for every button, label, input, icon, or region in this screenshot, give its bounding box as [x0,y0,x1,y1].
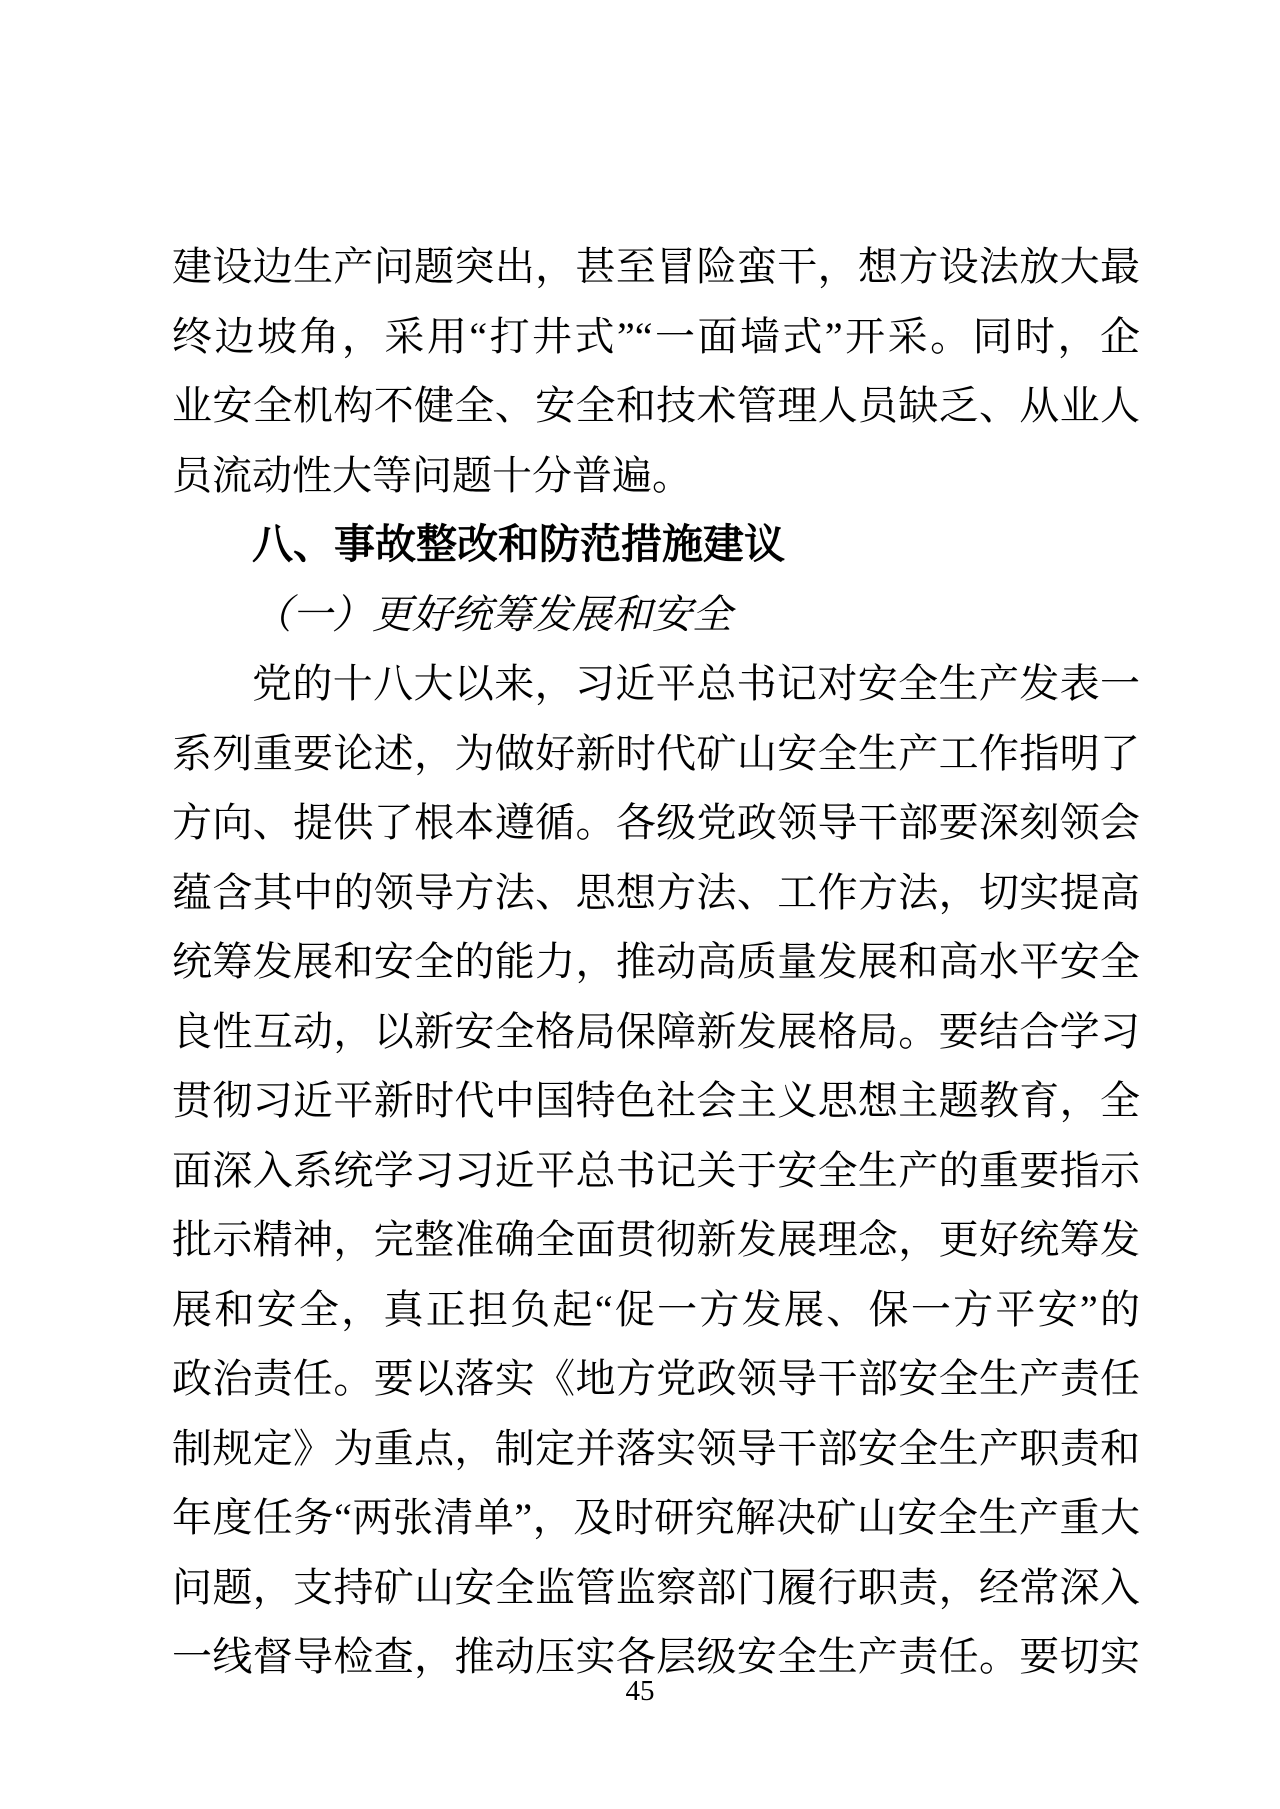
text-line: 展和安全，真正担负起“促一方发展、保一方平安”的 [172,1286,1140,1332]
text-line: 系列重要论述，为做好新时代矿山安全生产工作指明了 [172,730,1140,776]
text-line: 贯彻习近平新时代中国特色社会主义思想主题教育，全 [172,1078,1140,1123]
text-line: 统筹发展和安全的能力，推动高质量发展和高水平安全 [172,939,1140,984]
text-line: 面深入系统学习习近平总书记关于安全生产的重要指示 [172,1147,1140,1193]
text-line: 政治责任。要以落实《地方党政领导干部安全生产责任 [172,1356,1140,1401]
body-text [172,232,1140,1692]
page-number: 45 [625,1675,655,1707]
text-line: 年度任务“两张清单”，及时研究解决矿山安全生产重大 [172,1495,1140,1540]
text-line: 员流动性大等问题十分普遍。 [172,452,692,498]
text-line: 党的十八大以来，习近平总书记对安全生产发表一 [252,661,1140,706]
text-line: 良性互动，以新安全格局保障新发展格局。要结合学习 [172,1008,1140,1054]
subsection-heading: （一）更好统筹发展和安全 [252,591,732,637]
text-line: 制规定》为重点，制定并落实领导干部安全生产职责和 [172,1425,1140,1471]
section-heading: 八、事故整改和防范措施建议 [252,521,785,567]
text-line: 终边坡角，采用“打井式”“一面墙式”开采。同时，企 [172,313,1140,359]
text-line: 方向、提供了根本遵循。各级党政领导干部要深刻领会 [172,800,1140,845]
text-line: 建设边生产问题突出，甚至冒险蛮干，想方设法放大最 [172,244,1140,289]
text-line: 蕴含其中的领导方法、思想方法、工作方法，切实提高 [172,869,1140,915]
text-line: 批示精神，完整准确全面贯彻新发展理念，更好统筹发 [172,1217,1140,1262]
text-line: 问题，支持矿山安全监管监察部门履行职责，经常深入 [172,1564,1140,1610]
text-line: 一线督导检查，推动压实各层级安全生产责任。要切实 [172,1634,1140,1679]
text-line: 业安全机构不健全、安全和技术管理人员缺乏、从业人 [172,383,1140,428]
